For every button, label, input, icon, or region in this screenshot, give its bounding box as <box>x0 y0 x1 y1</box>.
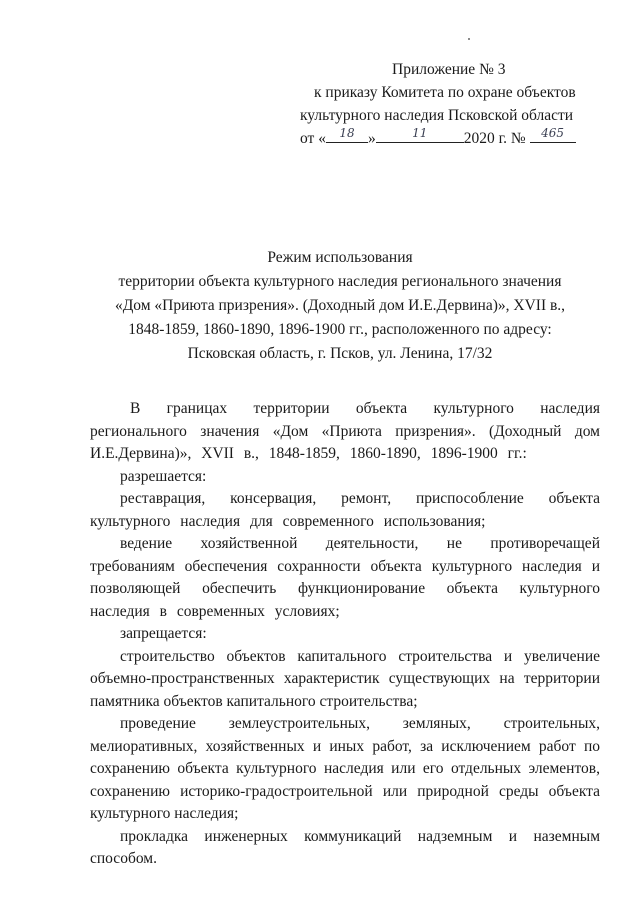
month-blank <box>376 128 464 143</box>
month-handwritten: 11 <box>412 126 428 140</box>
appendix-committee: культурного наследия Псковской области <box>300 107 574 124</box>
forbidden-item-works: проведение землеустроительных, земляных, строительных, мелиоративных, хозяйственных и иных работ, за исключением работ по сохранению объекта культурного наследия или его отдельных элементов, сохранению историко-градостроительной или природной среды объекта культурного наследия; <box>90 715 600 822</box>
document-title <box>70 246 610 366</box>
title-line-4: 1848-1859, 1860-1890, 1896-1900 гг., расположенного по адресу: <box>128 321 552 338</box>
scan-speck <box>468 38 470 40</box>
year-text: 2020 г. № <box>463 130 526 147</box>
appendix-number: Приложение № 3 <box>392 61 506 78</box>
date-mid: » <box>367 130 376 147</box>
day-blank <box>326 128 368 143</box>
number-blank <box>530 128 576 143</box>
forbidden-item-utilities: прокладка инженерных коммуникаций надземным и наземным способом. <box>90 827 600 867</box>
document-body <box>90 398 600 871</box>
allowed-item-restoration: реставрация, консервация, ремонт, приспособление объекта культурного наследия для современного использования; <box>90 490 600 530</box>
title-line-1: Режим использования <box>267 249 413 266</box>
intro-paragraph: В границах территории объекта культурного наследия регионального значения «Дом «Приюта призрения». (Доходный дом И.Е.Дервина)», XVII в., 1848-1859, 1860-1890, 1896-1900 гг.: <box>90 400 600 462</box>
allowed-label: разрешается: <box>120 467 207 485</box>
allowed-item-activity: ведение хозяйственной деятельности, не противоречащей требованиям обеспечения сохранности объекта культурного наследия и позволяющей обеспечить функционирование объекта культурного наследия в современных условиях; <box>90 535 600 620</box>
appendix-date-line <box>300 127 610 150</box>
number-handwritten: 465 <box>541 126 565 140</box>
title-line-3: «Дом «Приюта призрения». (Доходный дом И.Е.Дервина)», XVII в., <box>114 297 566 314</box>
title-line-2: территории объекта культурного наследия регионального значения <box>118 273 562 290</box>
forbidden-label: запрещается: <box>120 625 207 642</box>
forbidden-item-construction: строительство объектов капитального строительства и увеличение объемно-пространственных характеристик существующих на территории памятника объектов капитального строительства; <box>90 647 600 710</box>
appendix-order-ref: к приказу Комитета по охране объектов <box>314 84 576 101</box>
date-prefix: от « <box>300 130 326 147</box>
title-line-5: Псковская область, г. Псков, ул. Ленина, 17/32 <box>187 345 493 362</box>
appendix-header <box>300 58 610 150</box>
day-handwritten: 18 <box>339 126 355 140</box>
